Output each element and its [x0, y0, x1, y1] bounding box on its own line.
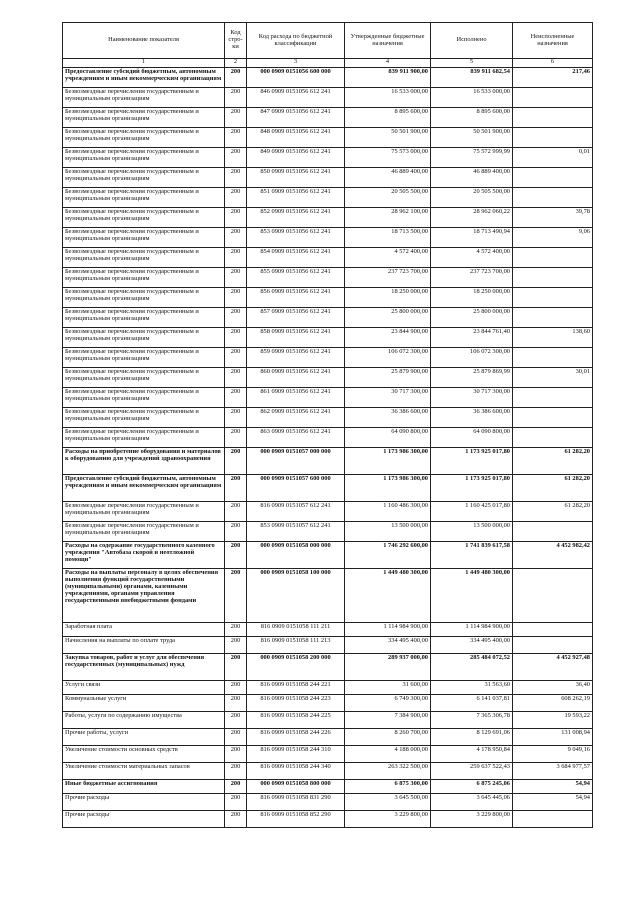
- row-approved-cell: 1 173 986 300,00: [345, 448, 431, 475]
- column-number: 3: [247, 59, 345, 68]
- row-line-cell: 200: [225, 695, 247, 712]
- row-unexecuted-cell: [513, 188, 593, 208]
- row-unexecuted-cell: 61 282,20: [513, 475, 593, 502]
- row-unexecuted-cell: 9,06: [513, 228, 593, 248]
- row-executed-cell: 31 563,60: [431, 681, 513, 695]
- row-name-cell: Предоставление субсидий бюджетным, автономным учреждениям и иным некоммерческим организациям: [63, 68, 225, 88]
- row-code-cell: 852 0909 0151056 612 241: [247, 208, 345, 228]
- row-name-cell: Увеличение стоимости материальных запасов: [63, 763, 225, 780]
- row-approved-cell: 4 188 000,00: [345, 746, 431, 763]
- row-name-cell: Работы, услуги по содержанию имущества: [63, 712, 225, 729]
- row-executed-cell: 6 875 245,06: [431, 780, 513, 794]
- table-row: [63, 681, 593, 695]
- table-row: [63, 128, 593, 148]
- row-executed-cell: 6 141 037,81: [431, 695, 513, 712]
- column-number: 2: [225, 59, 247, 68]
- table-body: [63, 68, 593, 828]
- table-row: [63, 746, 593, 763]
- row-approved-cell: 64 090 800,00: [345, 428, 431, 448]
- row-name-cell: Прочие расходы: [63, 811, 225, 828]
- row-approved-cell: 1 746 292 600,00: [345, 542, 431, 569]
- row-executed-cell: 1 741 839 617,58: [431, 542, 513, 569]
- row-executed-cell: 1 173 925 017,80: [431, 448, 513, 475]
- row-code-cell: 848 0909 0151056 612 241: [247, 128, 345, 148]
- table-row: [63, 502, 593, 522]
- row-line-cell: 200: [225, 448, 247, 475]
- row-unexecuted-cell: [513, 811, 593, 828]
- row-code-cell: 816 0909 0151057 612 241: [247, 502, 345, 522]
- row-name-cell: Безвозмездные перечисления государственным и муниципальным организациям: [63, 408, 225, 428]
- row-executed-cell: 25 879 869,99: [431, 368, 513, 388]
- table-row: [63, 811, 593, 828]
- header-expense-code: Код расхода по бюджетной классификации: [247, 23, 345, 59]
- row-executed-cell: 1 114 984 900,00: [431, 623, 513, 637]
- row-code-cell: 862 0909 0151056 612 241: [247, 408, 345, 428]
- row-name-cell: Безвозмездные перечисления государственным и муниципальным организациям: [63, 168, 225, 188]
- table-row: [63, 408, 593, 428]
- row-name-cell: Безвозмездные перечисления государственным и муниципальным организациям: [63, 108, 225, 128]
- row-code-cell: 816 0909 0151058 831 290: [247, 794, 345, 811]
- row-executed-cell: 46 889 400,00: [431, 168, 513, 188]
- row-line-cell: 200: [225, 475, 247, 502]
- report-page: [62, 22, 592, 828]
- table-row: [63, 637, 593, 654]
- row-line-cell: 200: [225, 569, 247, 623]
- header-executed: Исполнено: [431, 23, 513, 59]
- row-executed-cell: 64 090 800,00: [431, 428, 513, 448]
- row-line-cell: 200: [225, 68, 247, 88]
- row-code-cell: 855 0909 0151056 612 241: [247, 268, 345, 288]
- row-name-cell: Предоставление субсидий бюджетным, автономным учреждениям и иным некоммерческим организациям: [63, 475, 225, 502]
- row-approved-cell: 1 173 986 300,00: [345, 475, 431, 502]
- row-approved-cell: 31 600,00: [345, 681, 431, 695]
- row-approved-cell: 50 501 900,00: [345, 128, 431, 148]
- row-name-cell: Безвозмездные перечисления государственным и муниципальным организациям: [63, 208, 225, 228]
- row-code-cell: 857 0909 0151056 612 241: [247, 308, 345, 328]
- table-row: [63, 522, 593, 542]
- column-number: 1: [63, 59, 225, 68]
- row-approved-cell: 839 911 900,00: [345, 68, 431, 88]
- row-line-cell: 200: [225, 794, 247, 811]
- row-executed-cell: 50 501 900,00: [431, 128, 513, 148]
- row-line-cell: 200: [225, 208, 247, 228]
- row-line-cell: 200: [225, 248, 247, 268]
- row-executed-cell: 23 844 761,40: [431, 328, 513, 348]
- row-line-cell: 200: [225, 623, 247, 637]
- row-line-cell: 200: [225, 328, 247, 348]
- row-name-cell: Безвозмездные перечисления государственным и муниципальным организациям: [63, 188, 225, 208]
- row-line-cell: 200: [225, 712, 247, 729]
- row-approved-cell: 16 533 000,00: [345, 88, 431, 108]
- row-line-cell: 200: [225, 268, 247, 288]
- row-executed-cell: 839 911 682,54: [431, 68, 513, 88]
- row-name-cell: Безвозмездные перечисления государственным и муниципальным организациям: [63, 388, 225, 408]
- row-name-cell: Увеличение стоимости основных средств: [63, 746, 225, 763]
- row-executed-cell: 334 495 400,00: [431, 637, 513, 654]
- row-code-cell: 816 0909 0151058 244 340: [247, 763, 345, 780]
- row-code-cell: 816 0909 0151058 111 211: [247, 623, 345, 637]
- row-line-cell: 200: [225, 88, 247, 108]
- row-unexecuted-cell: 608 262,19: [513, 695, 593, 712]
- row-approved-cell: 263 322 500,00: [345, 763, 431, 780]
- table-row: [63, 108, 593, 128]
- row-name-cell: Заработная плата: [63, 623, 225, 637]
- row-executed-cell: 16 533 000,00: [431, 88, 513, 108]
- row-name-cell: Безвозмездные перечисления государственным и муниципальным организациям: [63, 288, 225, 308]
- column-number: 5: [431, 59, 513, 68]
- row-line-cell: 200: [225, 637, 247, 654]
- row-code-cell: 816 0909 0151058 244 310: [247, 746, 345, 763]
- row-unexecuted-cell: 36,40: [513, 681, 593, 695]
- row-code-cell: 000 0909 0151056 600 000: [247, 68, 345, 88]
- row-unexecuted-cell: [513, 408, 593, 428]
- row-name-cell: Прочие работы, услуги: [63, 729, 225, 746]
- row-unexecuted-cell: [513, 569, 593, 623]
- row-code-cell: 863 0909 0151056 612 241: [247, 428, 345, 448]
- row-line-cell: 200: [225, 408, 247, 428]
- row-executed-cell: 3 229 800,00: [431, 811, 513, 828]
- row-name-cell: Безвозмездные перечисления государственным и муниципальным организациям: [63, 88, 225, 108]
- row-name-cell: Безвозмездные перечисления государственным и муниципальным организациям: [63, 348, 225, 368]
- table-row: [63, 475, 593, 502]
- table-row: [63, 268, 593, 288]
- table-row: [63, 348, 593, 368]
- row-code-cell: 860 0909 0151056 612 241: [247, 368, 345, 388]
- row-approved-cell: 8 895 600,00: [345, 108, 431, 128]
- row-approved-cell: 6 749 300,00: [345, 695, 431, 712]
- row-unexecuted-cell: [513, 522, 593, 542]
- table-row: [63, 68, 593, 88]
- row-executed-cell: 106 072 300,00: [431, 348, 513, 368]
- row-approved-cell: 23 844 900,00: [345, 328, 431, 348]
- row-approved-cell: 289 937 000,00: [345, 654, 431, 681]
- row-name-cell: Безвозмездные перечисления государственным и муниципальным организациям: [63, 228, 225, 248]
- row-unexecuted-cell: [513, 428, 593, 448]
- row-unexecuted-cell: [513, 623, 593, 637]
- row-line-cell: 200: [225, 522, 247, 542]
- row-code-cell: 816 0909 0151058 244 223: [247, 695, 345, 712]
- row-unexecuted-cell: 4 452 927,48: [513, 654, 593, 681]
- row-line-cell: 200: [225, 228, 247, 248]
- row-line-cell: 200: [225, 288, 247, 308]
- row-approved-cell: 3 645 500,00: [345, 794, 431, 811]
- row-name-cell: Расходы на содержание государственного казенного учреждения "Автобаза скорой и неотложной помощи": [63, 542, 225, 569]
- row-line-cell: 200: [225, 168, 247, 188]
- row-unexecuted-cell: [513, 168, 593, 188]
- row-executed-cell: 8 895 600,00: [431, 108, 513, 128]
- row-executed-cell: 30 717 300,00: [431, 388, 513, 408]
- row-approved-cell: 6 875 300,00: [345, 780, 431, 794]
- row-name-cell: Коммунальные услуги: [63, 695, 225, 712]
- column-number: 6: [513, 59, 593, 68]
- row-executed-cell: 1 160 425 017,80: [431, 502, 513, 522]
- row-unexecuted-cell: 39,78: [513, 208, 593, 228]
- table-row: [63, 228, 593, 248]
- row-approved-cell: 46 889 400,00: [345, 168, 431, 188]
- row-unexecuted-cell: 19 593,22: [513, 712, 593, 729]
- row-line-cell: 200: [225, 108, 247, 128]
- row-executed-cell: 8 129 691,06: [431, 729, 513, 746]
- row-unexecuted-cell: [513, 128, 593, 148]
- row-approved-cell: 18 250 000,00: [345, 288, 431, 308]
- row-code-cell: 856 0909 0151056 612 241: [247, 288, 345, 308]
- row-executed-cell: 20 505 500,00: [431, 188, 513, 208]
- row-approved-cell: 1 114 984 900,00: [345, 623, 431, 637]
- row-unexecuted-cell: [513, 88, 593, 108]
- row-unexecuted-cell: 61 282,20: [513, 502, 593, 522]
- table-row: [63, 654, 593, 681]
- row-approved-cell: 106 072 300,00: [345, 348, 431, 368]
- row-approved-cell: 20 505 500,00: [345, 188, 431, 208]
- row-unexecuted-cell: 9 049,16: [513, 746, 593, 763]
- row-code-cell: 000 0909 0151057 600 000: [247, 475, 345, 502]
- row-code-cell: 846 0909 0151056 612 241: [247, 88, 345, 108]
- row-approved-cell: 1 160 486 300,00: [345, 502, 431, 522]
- row-code-cell: 816 0909 0151058 111 213: [247, 637, 345, 654]
- table-row: [63, 729, 593, 746]
- row-approved-cell: 25 800 000,00: [345, 308, 431, 328]
- row-approved-cell: 237 723 700,00: [345, 268, 431, 288]
- column-number: 4: [345, 59, 431, 68]
- row-executed-cell: 25 800 000,00: [431, 308, 513, 328]
- row-executed-cell: 1 173 925 017,80: [431, 475, 513, 502]
- row-name-cell: Безвозмездные перечисления государственным и муниципальным организациям: [63, 128, 225, 148]
- row-line-cell: 200: [225, 780, 247, 794]
- row-name-cell: Начисления на выплаты по оплате труда: [63, 637, 225, 654]
- row-name-cell: Безвозмездные перечисления государственным и муниципальным организациям: [63, 502, 225, 522]
- row-unexecuted-cell: 54,94: [513, 780, 593, 794]
- row-code-cell: 847 0909 0151056 612 241: [247, 108, 345, 128]
- budget-execution-table: [62, 22, 593, 828]
- row-executed-cell: 18 713 490,94: [431, 228, 513, 248]
- header-approved: Утвержденные бюджетные назначения: [345, 23, 431, 59]
- row-name-cell: Безвозмездные перечисления государственным и муниципальным организациям: [63, 522, 225, 542]
- row-executed-cell: 3 645 445,06: [431, 794, 513, 811]
- row-executed-cell: 237 723 700,00: [431, 268, 513, 288]
- row-approved-cell: 334 495 400,00: [345, 637, 431, 654]
- row-unexecuted-cell: 217,46: [513, 68, 593, 88]
- table-row: [63, 623, 593, 637]
- row-code-cell: 850 0909 0151056 612 241: [247, 168, 345, 188]
- row-unexecuted-cell: 54,94: [513, 794, 593, 811]
- table-row: [63, 780, 593, 794]
- row-name-cell: Иные бюджетные ассигнования: [63, 780, 225, 794]
- row-line-cell: 200: [225, 148, 247, 168]
- table-row: [63, 763, 593, 780]
- row-executed-cell: 4 178 950,84: [431, 746, 513, 763]
- row-line-cell: 200: [225, 308, 247, 328]
- row-unexecuted-cell: 4 452 982,42: [513, 542, 593, 569]
- table-row: [63, 794, 593, 811]
- row-code-cell: 816 0909 0151058 244 225: [247, 712, 345, 729]
- row-code-cell: 816 0909 0151058 244 221: [247, 681, 345, 695]
- row-name-cell: Безвозмездные перечисления государственным и муниципальным организациям: [63, 248, 225, 268]
- row-name-cell: Прочие расходы: [63, 794, 225, 811]
- row-code-cell: 000 0909 0151058 200 000: [247, 654, 345, 681]
- row-approved-cell: 1 449 480 300,00: [345, 569, 431, 623]
- row-unexecuted-cell: 30,01: [513, 368, 593, 388]
- row-line-cell: 200: [225, 128, 247, 148]
- row-code-cell: 816 0909 0151058 244 226: [247, 729, 345, 746]
- row-executed-cell: 7 365 306,78: [431, 712, 513, 729]
- header-unexecuted: Неисполненные назначения: [513, 23, 593, 59]
- row-executed-cell: 285 484 072,52: [431, 654, 513, 681]
- row-unexecuted-cell: 131 008,94: [513, 729, 593, 746]
- row-name-cell: Безвозмездные перечисления государственным и муниципальным организациям: [63, 148, 225, 168]
- row-unexecuted-cell: [513, 268, 593, 288]
- row-code-cell: 858 0909 0151056 612 241: [247, 328, 345, 348]
- row-approved-cell: 7 384 900,00: [345, 712, 431, 729]
- row-executed-cell: 13 500 000,00: [431, 522, 513, 542]
- row-unexecuted-cell: [513, 288, 593, 308]
- row-unexecuted-cell: 61 282,20: [513, 448, 593, 475]
- table-row: [63, 188, 593, 208]
- table-row: [63, 308, 593, 328]
- row-unexecuted-cell: 0,01: [513, 148, 593, 168]
- row-code-cell: 861 0909 0151056 612 241: [247, 388, 345, 408]
- column-numbers-row: [63, 59, 593, 68]
- table-row: [63, 428, 593, 448]
- row-name-cell: Безвозмездные перечисления государственным и муниципальным организациям: [63, 268, 225, 288]
- row-code-cell: 000 0909 0151058 000 000: [247, 542, 345, 569]
- row-code-cell: 000 0909 0151058 800 000: [247, 780, 345, 794]
- row-executed-cell: 18 250 000,00: [431, 288, 513, 308]
- header-line-code: Код стро-ки: [225, 23, 247, 59]
- row-line-cell: 200: [225, 729, 247, 746]
- row-name-cell: Услуги связи: [63, 681, 225, 695]
- row-unexecuted-cell: [513, 308, 593, 328]
- row-approved-cell: 18 713 500,00: [345, 228, 431, 248]
- row-name-cell: Безвозмездные перечисления государственным и муниципальным организациям: [63, 428, 225, 448]
- row-line-cell: 200: [225, 811, 247, 828]
- row-unexecuted-cell: [513, 637, 593, 654]
- table-row: [63, 695, 593, 712]
- row-line-cell: 200: [225, 746, 247, 763]
- table-row: [63, 288, 593, 308]
- table-row: [63, 388, 593, 408]
- row-line-cell: 200: [225, 763, 247, 780]
- row-line-cell: 200: [225, 502, 247, 522]
- row-code-cell: 851 0909 0151056 612 241: [247, 188, 345, 208]
- header-name: Наименование показателя: [63, 23, 225, 59]
- row-unexecuted-cell: [513, 108, 593, 128]
- row-code-cell: 000 0909 0151057 000 000: [247, 448, 345, 475]
- table-header-row: [63, 23, 593, 59]
- row-line-cell: 200: [225, 681, 247, 695]
- row-line-cell: 200: [225, 368, 247, 388]
- row-line-cell: 200: [225, 188, 247, 208]
- row-code-cell: 853 0909 0151057 612 241: [247, 522, 345, 542]
- row-executed-cell: 259 637 522,43: [431, 763, 513, 780]
- row-code-cell: 849 0909 0151056 612 241: [247, 148, 345, 168]
- row-code-cell: 816 0909 0151058 852 290: [247, 811, 345, 828]
- row-line-cell: 200: [225, 654, 247, 681]
- row-code-cell: 854 0909 0151056 612 241: [247, 248, 345, 268]
- table-row: [63, 328, 593, 348]
- row-approved-cell: 28 962 100,00: [345, 208, 431, 228]
- table-row: [63, 542, 593, 569]
- table-row: [63, 569, 593, 623]
- row-name-cell: Безвозмездные перечисления государственным и муниципальным организациям: [63, 308, 225, 328]
- row-name-cell: Закупка товаров, работ и услуг для обеспечения государственных (муниципальных) нужд: [63, 654, 225, 681]
- table-row: [63, 168, 593, 188]
- row-line-cell: 200: [225, 428, 247, 448]
- row-approved-cell: 25 879 900,00: [345, 368, 431, 388]
- row-approved-cell: 3 229 800,00: [345, 811, 431, 828]
- row-unexecuted-cell: 138,60: [513, 328, 593, 348]
- row-executed-cell: 1 449 480 300,00: [431, 569, 513, 623]
- row-approved-cell: 30 717 300,00: [345, 388, 431, 408]
- row-executed-cell: 75 572 999,99: [431, 148, 513, 168]
- row-executed-cell: 36 386 600,00: [431, 408, 513, 428]
- table-row: [63, 448, 593, 475]
- table-row: [63, 148, 593, 168]
- row-executed-cell: 28 962 060,22: [431, 208, 513, 228]
- table-row: [63, 248, 593, 268]
- row-line-cell: 200: [225, 542, 247, 569]
- row-executed-cell: 4 572 400,00: [431, 248, 513, 268]
- row-code-cell: 000 0909 0151058 100 000: [247, 569, 345, 623]
- row-unexecuted-cell: [513, 348, 593, 368]
- row-code-cell: 859 0909 0151056 612 241: [247, 348, 345, 368]
- row-approved-cell: 8 260 700,00: [345, 729, 431, 746]
- row-unexecuted-cell: [513, 248, 593, 268]
- row-unexecuted-cell: [513, 388, 593, 408]
- row-approved-cell: 4 572 400,00: [345, 248, 431, 268]
- table-row: [63, 208, 593, 228]
- row-code-cell: 853 0909 0151056 612 241: [247, 228, 345, 248]
- row-unexecuted-cell: 3 684 977,57: [513, 763, 593, 780]
- row-line-cell: 200: [225, 388, 247, 408]
- row-approved-cell: 36 386 600,00: [345, 408, 431, 428]
- row-name-cell: Безвозмездные перечисления государственным и муниципальным организациям: [63, 328, 225, 348]
- row-approved-cell: 13 500 000,00: [345, 522, 431, 542]
- row-line-cell: 200: [225, 348, 247, 368]
- row-name-cell: Расходы на выплаты персоналу в целях обеспечения выполнения функций государственными (муниципальными) органами, казенными учреждениями, органами управления государственными внебюджетными фондами: [63, 569, 225, 623]
- table-row: [63, 368, 593, 388]
- table-row: [63, 88, 593, 108]
- row-approved-cell: 75 573 000,00: [345, 148, 431, 168]
- row-name-cell: Расходы на приобретение оборудования и материалов к оборудованию для учреждений здравоохранения: [63, 448, 225, 475]
- row-name-cell: Безвозмездные перечисления государственным и муниципальным организациям: [63, 368, 225, 388]
- table-row: [63, 712, 593, 729]
